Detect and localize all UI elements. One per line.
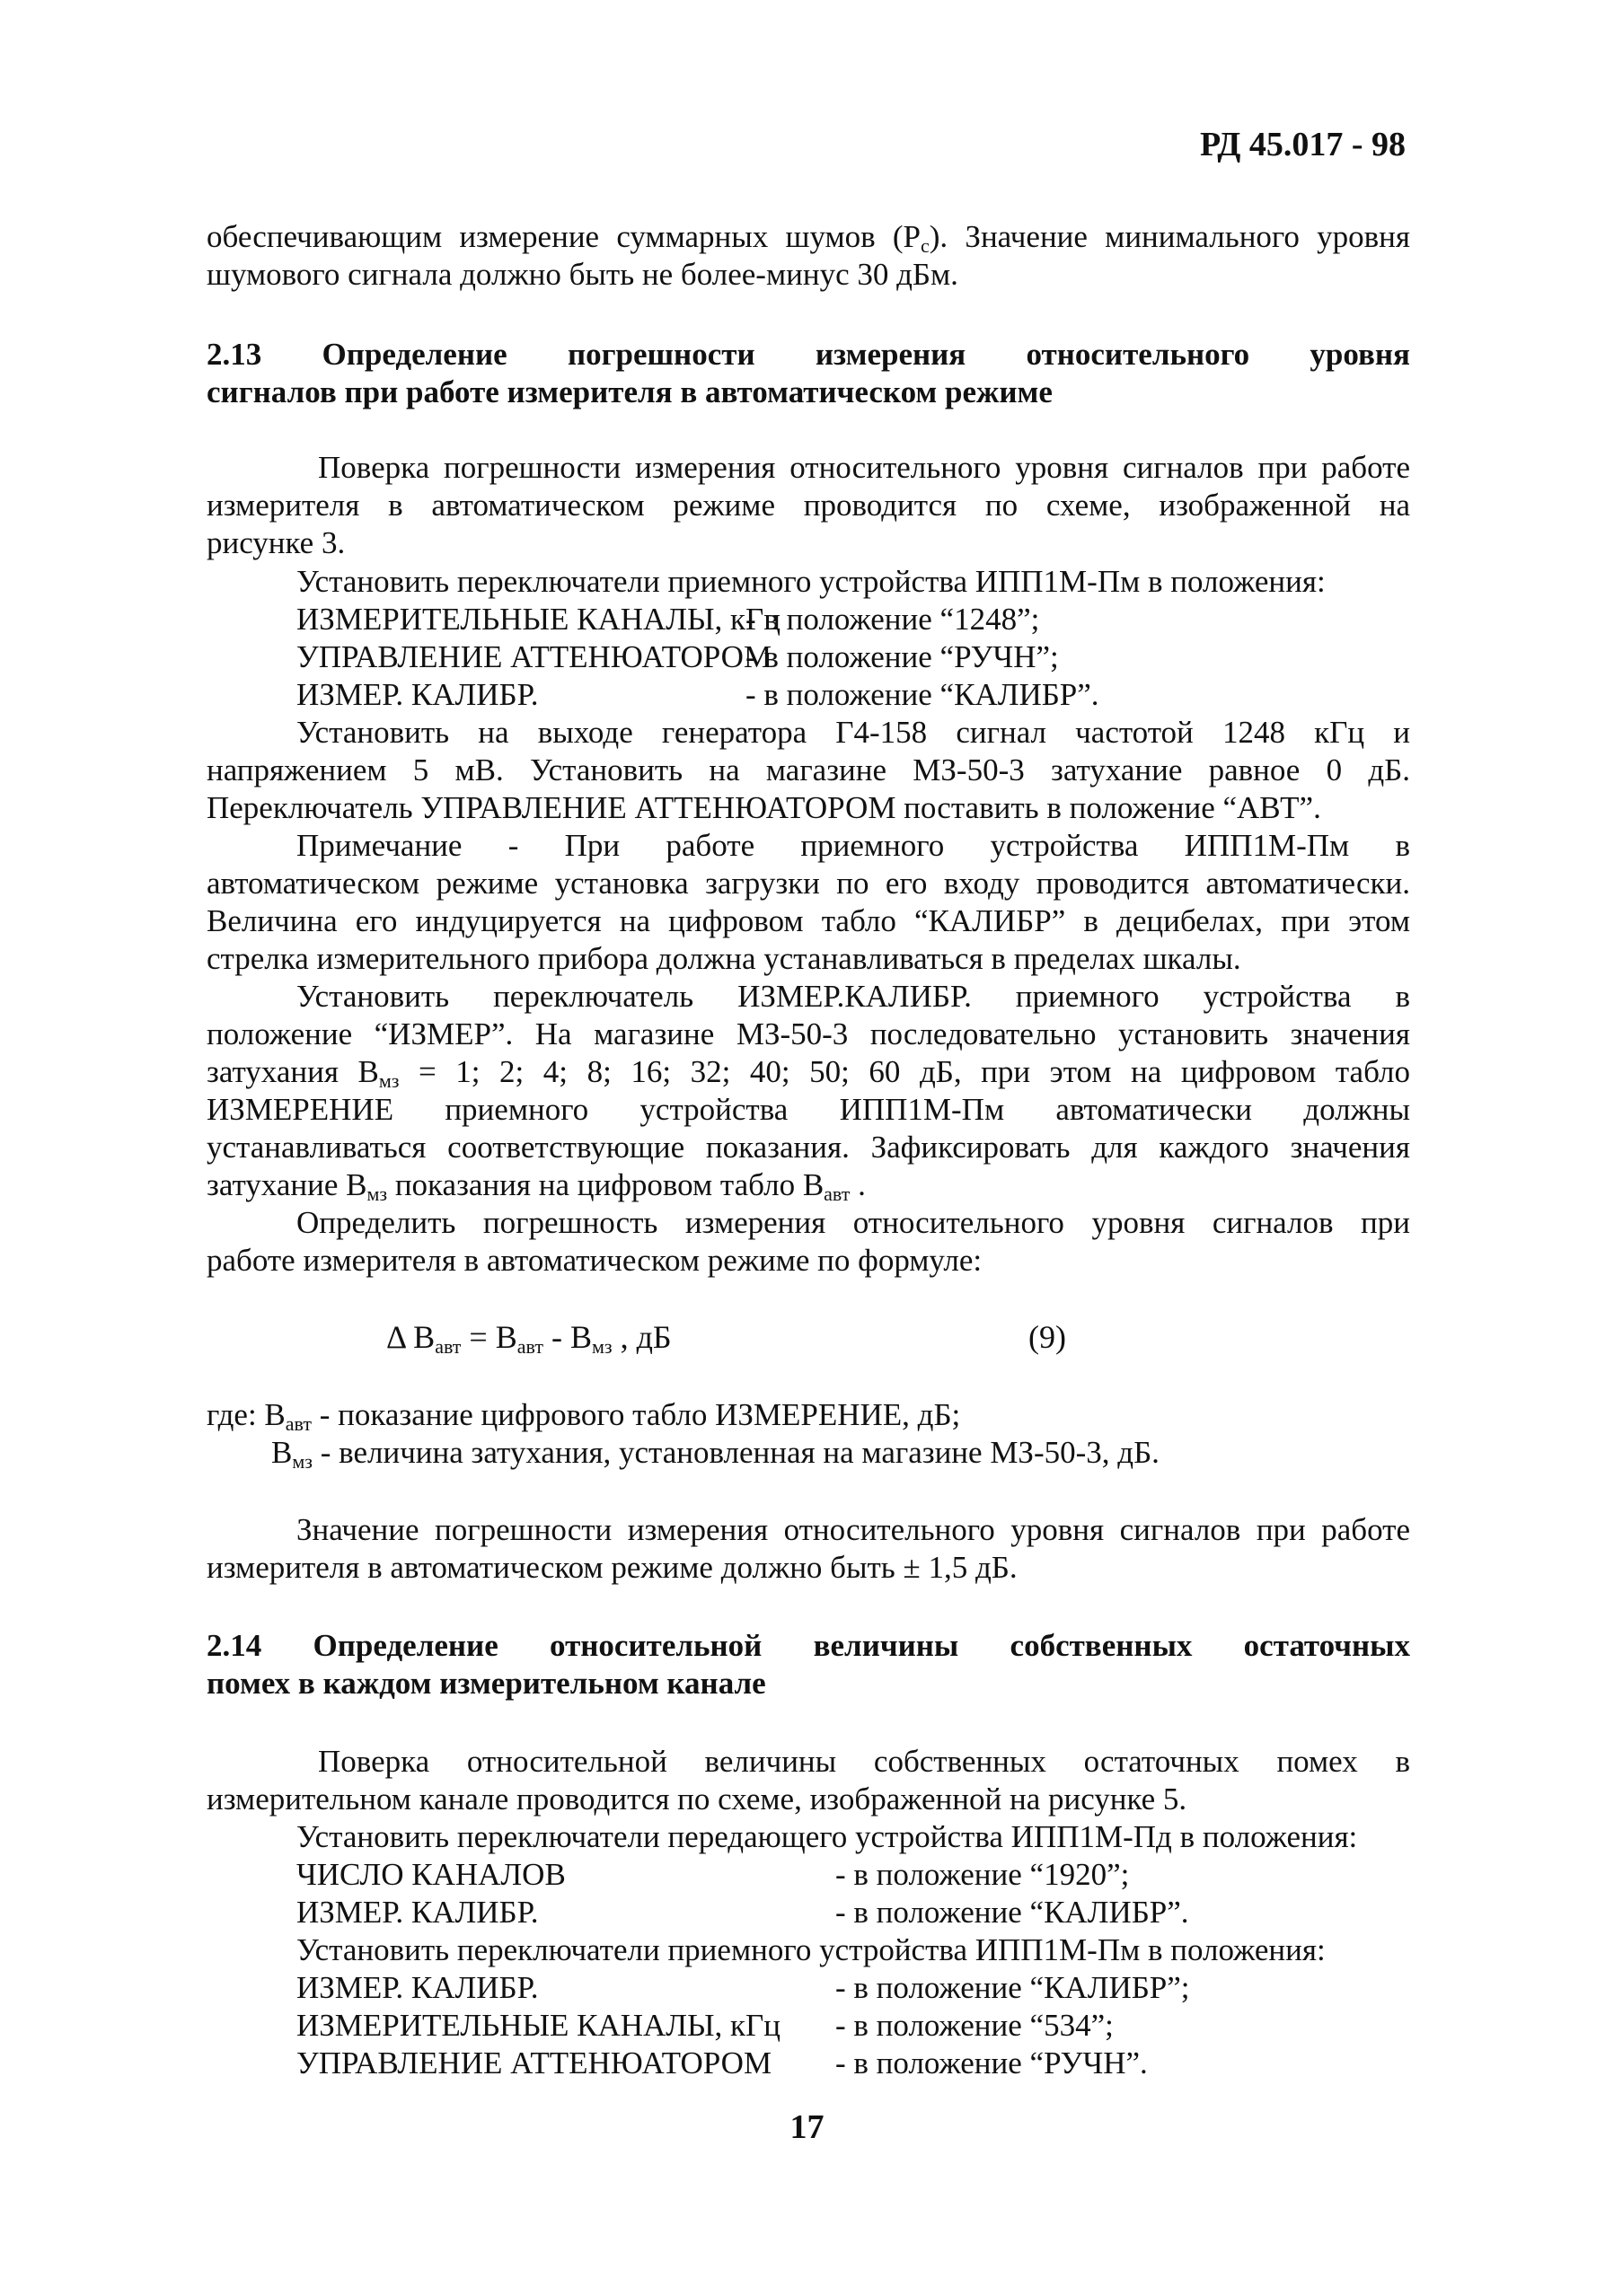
section-2-13-paragraph-3: Установить переключатель ИЗМЕР.КАЛИБР. приемного устройства в положение “ИЗМЕР”. На магазине МЗ-50-3 последовательно установить значения затухания $B_{мз} = 1$; 2; 4; 8; 16; 32; 40; 50; 60 дБ, при этом на цифровом табло ИЗМЕРЕНИЕ приемного устройства ИПП1М-Пм автоматически должны устанавливаться соответствующие показания. Зафиксировать для каждого значения затухание $B_{мз}$ показания на цифровом табло $B_{авт}$ . <box>207 979 1410 1205</box>
document-code: РД 45.017 - 98 <box>1200 126 1406 163</box>
setting-row: ИЗМЕРИТЕЛЬНЫЕ КАНАЛЫ, кГц - в положение “1248”; <box>296 602 1040 637</box>
setting-row: УПРАВЛЕНИЕ АТТЕНЮАТОРОМ - в положение “РУЧН”; <box>296 639 1059 674</box>
text-line: обеспечивающим измерение суммарных шумов $(Р_с)$. Значение минимального уровня <box>207 219 1410 257</box>
intro-paragraph <box>207 218 1410 294</box>
section-2-13-paragraph-4: Определить погрешность измерения относительного уровня сигналов при работе измерителя в автоматическом режиме по формуле: <box>207 1205 1410 1278</box>
section-2-13-paragraph-1: Поверка погрешности измерения относительного уровня сигналов при работе измерителя в автоматическом режиме проводится по схеме, изображенной на рисунке 3. <box>207 450 1410 560</box>
settings-intro: Установить переключатели передающего устройства ИПП1М-Пд в положения: <box>296 1819 1358 1854</box>
formula-legend: где: $B_{авт}$ - показание цифрового табло ИЗМЕРЕНИЕ, дБ; $B_{мз}$ - величина затухания, установленная на магазине МЗ-50-3, дБ. <box>207 1397 1160 1473</box>
formula-number: (9) <box>1028 1319 1066 1355</box>
settings-intro: Установить переключатели приемного устройства ИПП1М-Пм в положения: <box>296 564 1326 599</box>
section-2-14-heading: 2.14 Определение относительной величины собственных остаточных помех в каждом измерительном канале <box>207 1628 1410 1701</box>
setting-row: ИЗМЕР. КАЛИБР. - в положение “КАЛИБР”; <box>296 1970 1190 2005</box>
setting-row: ИЗМЕРИТЕЛЬНЫЕ КАНАЛЫ, кГц - в положение “534”; <box>296 2008 1114 2043</box>
setting-row: УПРАВЛЕНИЕ АТТЕНЮАТОРОМ - в положение “РУЧН”. <box>296 2045 1148 2080</box>
receiver-settings-2-14 <box>207 1931 1410 2082</box>
transmitter-settings <box>207 1818 1410 1931</box>
formula-expression: Δ $B_{авт} = B_{авт} - B_{мз}$ , дБ <box>386 1319 672 1358</box>
page-number: 17 <box>789 2108 825 2146</box>
section-2-13-heading: 2.13 Определение погрешности измерения относительного уровня сигналов при работе измерителя в автоматическом режиме <box>207 337 1410 409</box>
setting-row: ИЗМЕР. КАЛИБР. - в положение “КАЛИБР”. <box>296 677 1099 712</box>
formula-9 <box>0 1318 1614 1358</box>
section-2-13-paragraph-5: Значение погрешности измерения относительного уровня сигналов при работе измерителя в автоматическом режиме должно быть ± 1,5 дБ. <box>207 1512 1410 1585</box>
section-2-14-paragraph-1: Поверка относительной величины собственных остаточных помех в измерительном канале проводится по схеме, изображенной на рисунке 5. <box>207 1744 1410 1817</box>
setting-row: ИЗМЕР. КАЛИБР. - в положение “КАЛИБР”. <box>296 1895 1189 1930</box>
settings-intro: Установить переключатели приемного устройства ИПП1М-Пм в положения: <box>296 1932 1326 1967</box>
section-2-13-paragraph-2: Установить на выходе генератора Г4-158 сигнал частотой 1248 кГц и напряжением 5 мВ. Установить на магазине МЗ-50-3 затухание равное 0 дБ. Переключатель УПРАВЛЕНИЕ АТТЕНЮАТОРОМ поставить в положение “АВТ”. <box>207 715 1410 825</box>
receiver-settings <box>207 563 1410 714</box>
note-paragraph: Примечание - При работе приемного устройства ИПП1М-Пм в автоматическом режиме установка загрузки по его входу проводится автоматически. Величина его индуцируется на цифровом табло “КАЛИБР” в децибелах, при этом стрелка измерительного прибора должна устанавливаться в пределах шкалы. <box>207 828 1410 976</box>
setting-row: ЧИСЛО КАНАЛОВ - в положение “1920”; <box>296 1857 1130 1892</box>
text-line: шумового сигнала должно быть не более-минус 30 дБм. <box>207 257 958 292</box>
